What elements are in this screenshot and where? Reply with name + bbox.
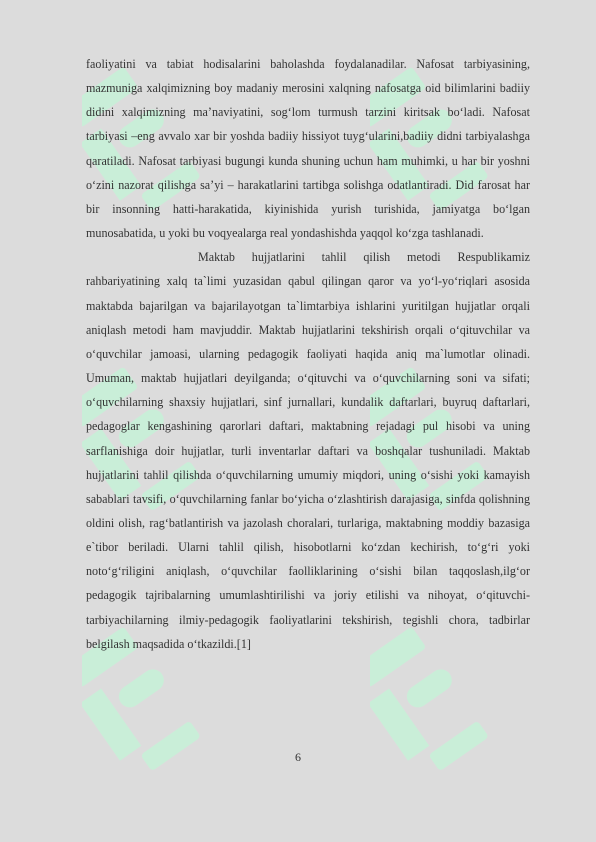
body-text [86,52,530,656]
paragraph: Maktab hujjatlarini tahlil qilish metodi Respublikamiz rahbariyatining xalq ta`limi yuzasidan qabul qilingan qaror va yo‘l-yo‘riqlari asosida maktabda bajarilgan va bajarilayotgan ta`limtarbiya ishlarini yuritilgan hujjatlar orqali aniqlash metodi ham mavjuddir. Maktab hujjatlarini tekshirish orqali o‘qituvchilar va o‘quvchilar jamoasi, ularning pedagogik faoliyati haqida aniq ma`lumotlar olinadi. Umuman, maktab hujjatlari deyilganda; o‘qituvchi va o‘quvchilarning soni va sifati; o‘quvchilarning shaxsiy hujjatlari, sinf jurnallari, kundalik daftarlari, buyruq daftarlari, pedagoglar kengashining qarorlari daftari, maktabning rejadagi pul hisobi va uning sarflanishiga doir hujjatlar, turli inventarlar daftari va boshqalar tushuniladi. Maktab hujjatlarini tahlil qilishda o‘quvchilarning umumiy miqdori, uning o‘sishi yoki kamayish sabablari tavsifi, o‘quvchilarning fanlar bo‘yicha o‘zlashtirish darajasiga, sinfda qolishning oldini olish, rag‘batlantirish va jazolash choralari, turlariga, maktabning moddiy bazasiga e`tibor beriladi. Ularni tahlil qilish, hisobotlarni ko‘zdan kechirish, to‘g‘ri yoki noto‘g‘riligini aniqlash, o‘quvchilar faolliklarining o‘sishi bilan taqqoslash,ilg‘or pedagogik tajribalarning umumlashtirilishi va joriy etilishi va nihoyat, o‘qituvchi-tarbiyachilarning ilmiy-pedagogik faoliyatlarini tekshirish, tegishli chora, tadbirlar belgilash maqsadida o‘tkazildi.[1] [86,250,530,651]
page-number: 6 [295,750,301,764]
paragraph: faoliyatini va tabiat hodisalarini baholashda foydalanadilar. Nafosat tarbiyasining, mazmuniga xalqimizning boy madaniy merosini xalqning nafosatga oid bilimlarini badiiy didini xalqimizning ma’naviyatini, sog‘lom turmush tarzini kiritsak bo‘ladi. Nafosat tarbiyasi –eng avvalo xar bir yoshda badiiy hissiyot tuyg‘ularini,badiiy didni tarbiyalashga qaratiladi. Nafosat tarbiyasi bugungi kunda shuning uchun ham muhimki, u har bir yoshni o‘zini nazorat qilishga sa’yi – harakatlarini tartibga solishga odatlantiradi. Did farosat har bir insonning hatti-harakatida, kiyinishida yurish turishida, jamiyatga bo‘lgan munosabatida, u yoki bu voqyealarga real yondashishda yaqqol ko‘zga tashlanadi. [86,57,530,241]
